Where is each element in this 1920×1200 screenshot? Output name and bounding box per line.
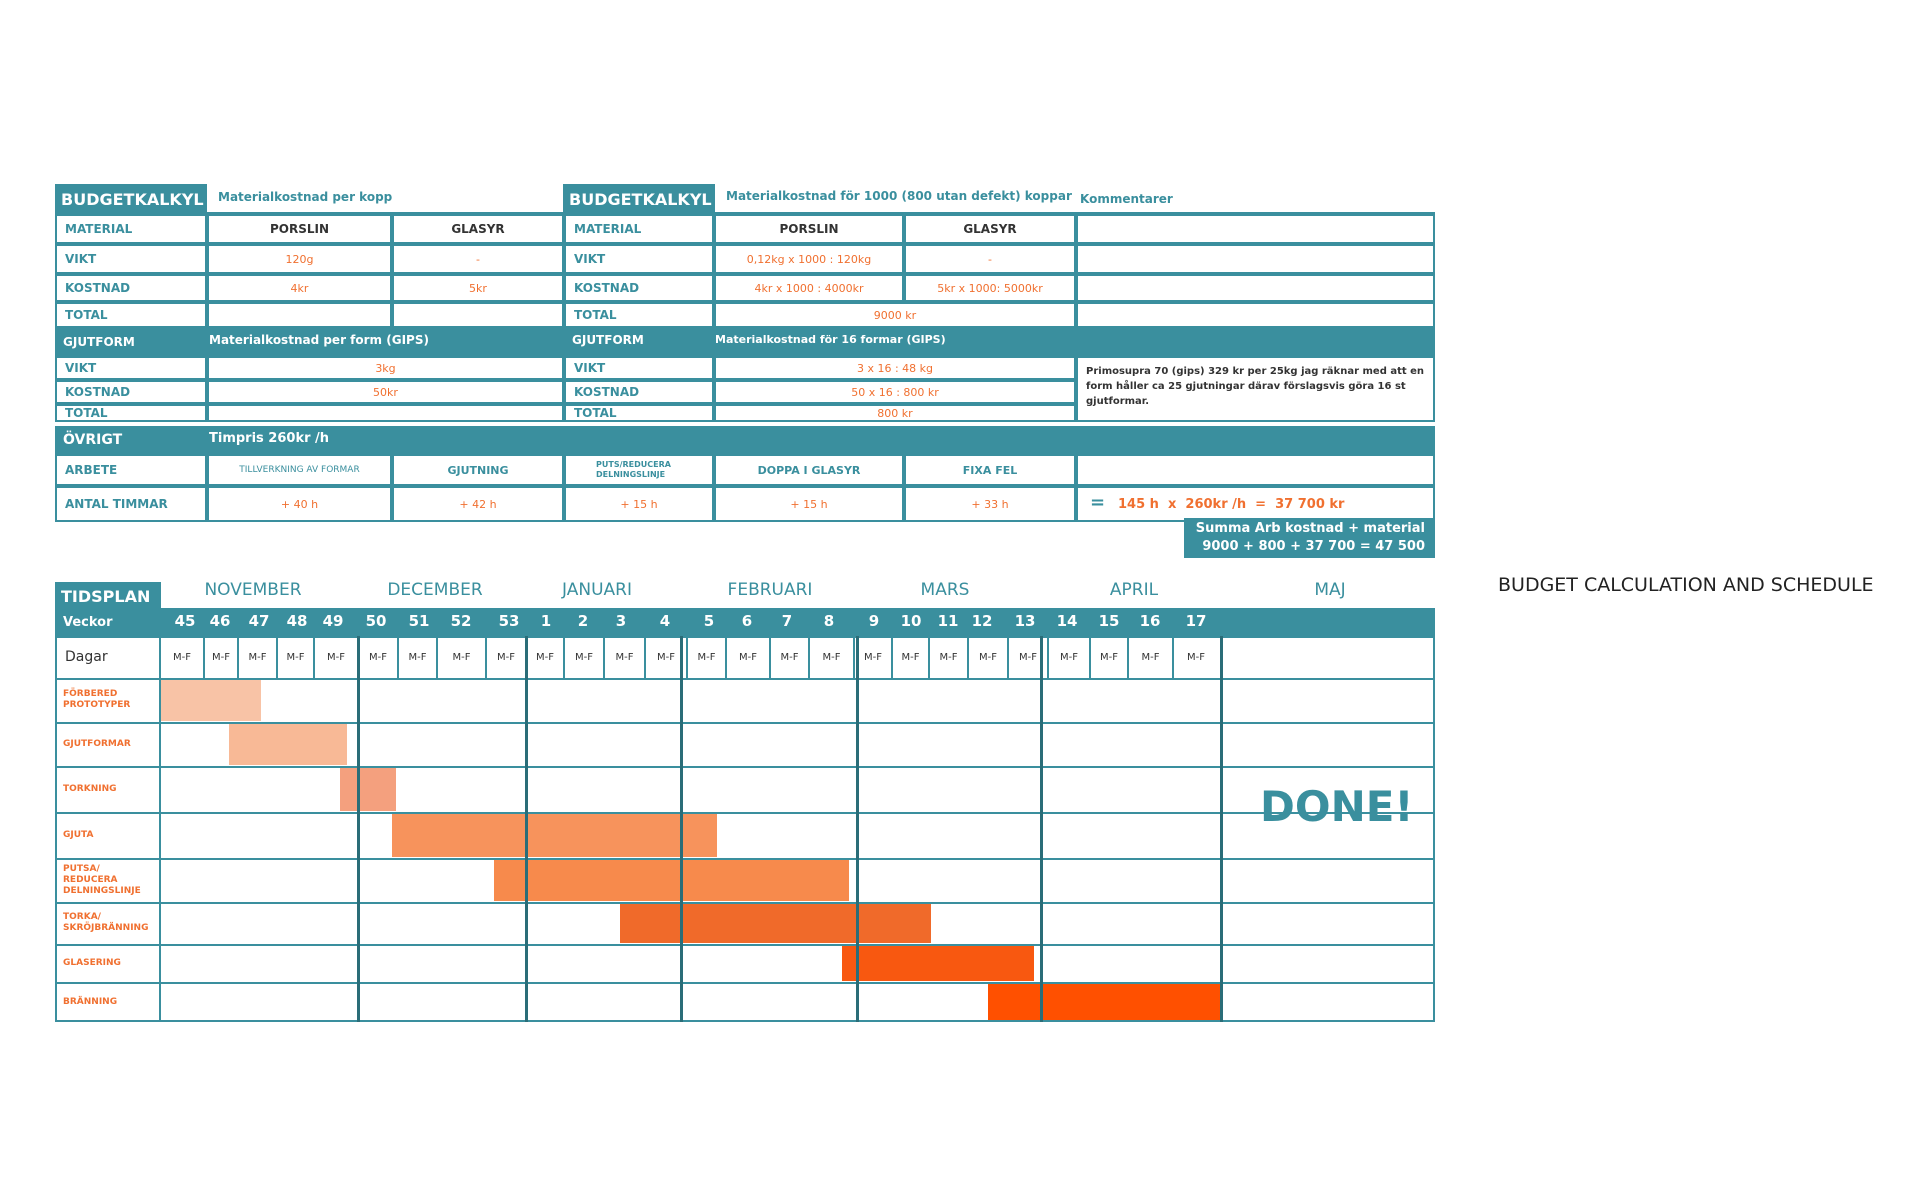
gjut-vikt-left: 3kg (207, 356, 564, 380)
grid-hline (55, 722, 1435, 724)
comment-cell-1 (1076, 214, 1435, 244)
gjutform-title-right: GJUTFORM (572, 333, 644, 347)
gjutform-subtitle-left: Materialkostnad per form (GIPS) (209, 333, 429, 347)
task-name-3: PUTS/REDUCERA DELNINGSLINJE (564, 454, 714, 486)
gantt-bar-8 (988, 983, 1220, 1021)
grid-vline (159, 636, 161, 1022)
day-range-week-9: M-F (853, 636, 891, 678)
week-5: 5 (703, 612, 715, 630)
gantt-bar-3 (340, 767, 396, 811)
day-range-week-51: M-F (397, 636, 436, 678)
week-9: 9 (868, 612, 880, 630)
task-hours-1: + 40 h (207, 486, 392, 522)
veckor-label: Veckor (63, 615, 113, 630)
day-range-week-17: M-F (1172, 636, 1218, 678)
gantt-bar-2 (229, 723, 347, 765)
week-16: 16 (1139, 612, 1161, 630)
tidsplan-title: TIDSPLAN (55, 582, 161, 610)
week-14: 14 (1056, 612, 1078, 630)
grid-hline (55, 812, 1435, 814)
day-range-week-15: M-F (1089, 636, 1127, 678)
porslin-kostnad-right: 4kr x 1000 : 4000kr (714, 274, 904, 302)
equals-sign: = (1090, 492, 1106, 513)
row-kostnad: KOSTNAD (55, 274, 207, 302)
grid-hline (55, 636, 1435, 638)
gjut-kostnad-left: 50kr (207, 380, 564, 404)
task-hours-4: + 15 h (714, 486, 904, 522)
task-name-5: FIXA FEL (904, 454, 1076, 486)
day-range-week-14: M-F (1047, 636, 1089, 678)
week-52: 52 (450, 612, 472, 630)
gjutform-subtitle-right: Materialkostnad för 16 formar (GIPS) (715, 333, 946, 346)
gantt-bar-7 (842, 945, 1034, 981)
page-caption: BUDGET CALCULATION AND SCHEDULE (1498, 574, 1874, 596)
month-maj: MAJ (1314, 580, 1346, 600)
task-label-7: GLASERING (63, 957, 121, 968)
grid-vline (357, 636, 360, 1022)
task-name-4: DOPPA I GLASYR (714, 454, 904, 486)
row-arbete: ARBETE (55, 454, 207, 486)
grid-hline (55, 678, 1435, 680)
day-range-week-1: M-F (525, 636, 563, 678)
week-12: 12 (971, 612, 993, 630)
day-range-week-6: M-F (725, 636, 769, 678)
grid-hline (55, 944, 1435, 946)
week-10: 10 (900, 612, 922, 630)
task-label-6: TORKA/ SKRÖJBRÄNNING (63, 912, 149, 933)
week-45: 45 (174, 612, 196, 630)
task-hours-3: + 15 h (564, 486, 714, 522)
grid-vline (1040, 636, 1043, 1022)
comment-cell-3 (1076, 274, 1435, 302)
glasyr-vikt-left: - (392, 244, 564, 274)
week-4: 4 (659, 612, 671, 630)
day-range-week-50: M-F (357, 636, 397, 678)
gjutform-header (55, 328, 1435, 356)
summary-value: 9000 + 800 + 37 700 = 47 500 kr (1202, 539, 1425, 572)
month-november: NOVEMBER (204, 580, 302, 600)
week-53: 53 (498, 612, 520, 630)
col-glasyr-left: GLASYR (392, 214, 564, 244)
grid-vline (55, 636, 57, 1022)
month-mars: MARS (920, 580, 970, 600)
gantt-bar-4 (392, 813, 717, 857)
gjut-total-left (207, 404, 564, 422)
task-label-5: PUTSA/ REDUCERA DELNINGSLINJE (63, 863, 141, 896)
day-range-week-16: M-F (1127, 636, 1172, 678)
month-januari: JANUARI (562, 580, 632, 600)
ovrigt-title: ÖVRIGT (63, 432, 123, 448)
porslin-kostnad-left: 4kr (207, 274, 392, 302)
day-range-week-13: M-F (1007, 636, 1047, 678)
arbete-empty (1076, 454, 1435, 486)
row-material: MATERIAL (55, 214, 207, 244)
week-2: 2 (577, 612, 589, 630)
gjut-row-total-right: TOTAL (564, 404, 714, 422)
grid-vline (1220, 636, 1223, 1022)
gantt-bar-1 (161, 679, 261, 721)
comment-cell-4 (1076, 302, 1435, 328)
task-label-3: TORKNING (63, 783, 117, 794)
glasyr-kostnad-right: 5kr x 1000: 5000kr (904, 274, 1076, 302)
grid-vline (680, 636, 683, 1022)
col-porslin-left: PORSLIN (207, 214, 392, 244)
done-label: DONE! (1260, 782, 1414, 831)
week-3: 3 (615, 612, 627, 630)
day-range-week-45: M-F (159, 636, 203, 678)
gjut-row-total: TOTAL (55, 404, 207, 422)
day-range-week-3: M-F (603, 636, 644, 678)
gjut-total-right: 800 kr (714, 404, 1076, 422)
week-8: 8 (823, 612, 835, 630)
hours-equation: 145 h x 260kr /h = 37 700 kr (1118, 497, 1345, 512)
task-label-1: FÖRBERED PROTOTYPER (63, 689, 131, 710)
week-15: 15 (1098, 612, 1120, 630)
day-range-week-12: M-F (967, 636, 1007, 678)
gjut-row-kostnad-right: KOSTNAD (564, 380, 714, 404)
gjut-row-vikt-right: VIKT (564, 356, 714, 380)
budget-subtitle-left: Materialkostnad per kopp (218, 190, 393, 204)
row-material-right: MATERIAL (564, 214, 714, 244)
task-label-2: GJUTFORMAR (63, 738, 131, 749)
gantt-bar-6 (620, 903, 931, 943)
porslin-vikt-left: 120g (207, 244, 392, 274)
month-februari: FEBRUARI (727, 580, 813, 600)
week-13: 13 (1014, 612, 1036, 630)
grid-vline (856, 636, 859, 1022)
row-vikt-right: VIKT (564, 244, 714, 274)
day-range-week-48: M-F (276, 636, 313, 678)
day-range-week-2: M-F (563, 636, 603, 678)
week-49: 49 (322, 612, 344, 630)
week-11: 11 (937, 612, 959, 630)
week-51: 51 (408, 612, 430, 630)
dagar-label: Dagar (65, 649, 108, 665)
grid-hline (55, 766, 1435, 768)
task-label-8: BRÄNNING (63, 996, 118, 1007)
month-april: APRIL (1109, 580, 1159, 600)
task-hours-5: + 33 h (904, 486, 1076, 522)
day-range-week-7: M-F (769, 636, 808, 678)
equation-cell (1076, 486, 1435, 522)
budget-title-right: BUDGETKALKYL (563, 184, 715, 214)
day-range-week-49: M-F (313, 636, 357, 678)
comment-cell-2 (1076, 244, 1435, 274)
ovrigt-subtitle: Timpris 260kr /h (209, 431, 330, 446)
day-range-week-4: M-F (644, 636, 686, 678)
week-17: 17 (1185, 612, 1207, 630)
task-name-2: GJUTNING (392, 454, 564, 486)
grid-hline (55, 902, 1435, 904)
task-name-1: TILLVERKNING AV FORMAR (207, 454, 392, 486)
day-range-week-5: M-F (686, 636, 725, 678)
porslin-total-left (207, 302, 392, 328)
gjut-vikt-right: 3 x 16 : 48 kg (714, 356, 1076, 380)
grid-vline (525, 636, 528, 1022)
gjut-row-kostnad: KOSTNAD (55, 380, 207, 404)
glasyr-vikt-right: - (904, 244, 1076, 274)
month-december: DECEMBER (387, 580, 483, 600)
col-glasyr-right: GLASYR (904, 214, 1076, 244)
summary-title: Summa Arb kostnad + material (1195, 521, 1425, 536)
row-vikt: VIKT (55, 244, 207, 274)
row-total: TOTAL (55, 302, 207, 328)
week-47: 47 (248, 612, 270, 630)
day-range-week-11: M-F (928, 636, 967, 678)
row-kostnad-right: KOSTNAD (564, 274, 714, 302)
grid-vline (1433, 636, 1435, 1022)
day-range-week-53: M-F (485, 636, 525, 678)
task-hours-2: + 42 h (392, 486, 564, 522)
week-46: 46 (209, 612, 231, 630)
budget-title-left: BUDGETKALKYL (55, 184, 207, 214)
day-range-week-52: M-F (436, 636, 485, 678)
day-range-week-10: M-F (891, 636, 928, 678)
week-1: 1 (540, 612, 552, 630)
task-label-4: GJUTA (63, 829, 94, 840)
row-total-right: TOTAL (564, 302, 714, 328)
day-range-week-8: M-F (808, 636, 853, 678)
day-range-week-46: M-F (203, 636, 237, 678)
budget-subtitle-right: Materialkostnad för 1000 (800 utan defekt) koppar (726, 189, 1072, 203)
glasyr-kostnad-left: 5kr (392, 274, 564, 302)
glasyr-total-left (392, 302, 564, 328)
total-right: 9000 kr (714, 302, 1076, 328)
week-7: 7 (781, 612, 793, 630)
grid-hline (55, 858, 1435, 860)
porslin-vikt-right: 0,12kg x 1000 : 120kg (714, 244, 904, 274)
day-range-week-47: M-F (237, 636, 276, 678)
gjut-row-vikt: VIKT (55, 356, 207, 380)
gjut-kostnad-right: 50 x 16 : 800 kr (714, 380, 1076, 404)
summary-box (1184, 518, 1435, 572)
week-48: 48 (286, 612, 308, 630)
row-antal-timmar: ANTAL TIMMAR (55, 486, 207, 522)
gjutform-title: GJUTFORM (63, 335, 135, 349)
kommentarer-label: Kommentarer (1080, 192, 1173, 206)
gantt-bar-5 (494, 859, 849, 901)
col-porslin-right: PORSLIN (714, 214, 904, 244)
gjutform-comment: Primosupra 70 (gips) 329 kr per 25kg jag räknar med att en form håller ca 25 gjutningar därav förslagsvis göra 16 st gjutformar. (1076, 356, 1435, 422)
grid-hline (55, 982, 1435, 984)
ovrigt-header (55, 426, 1435, 454)
week-6: 6 (741, 612, 753, 630)
week-50: 50 (365, 612, 387, 630)
grid-hline (55, 1020, 1435, 1022)
